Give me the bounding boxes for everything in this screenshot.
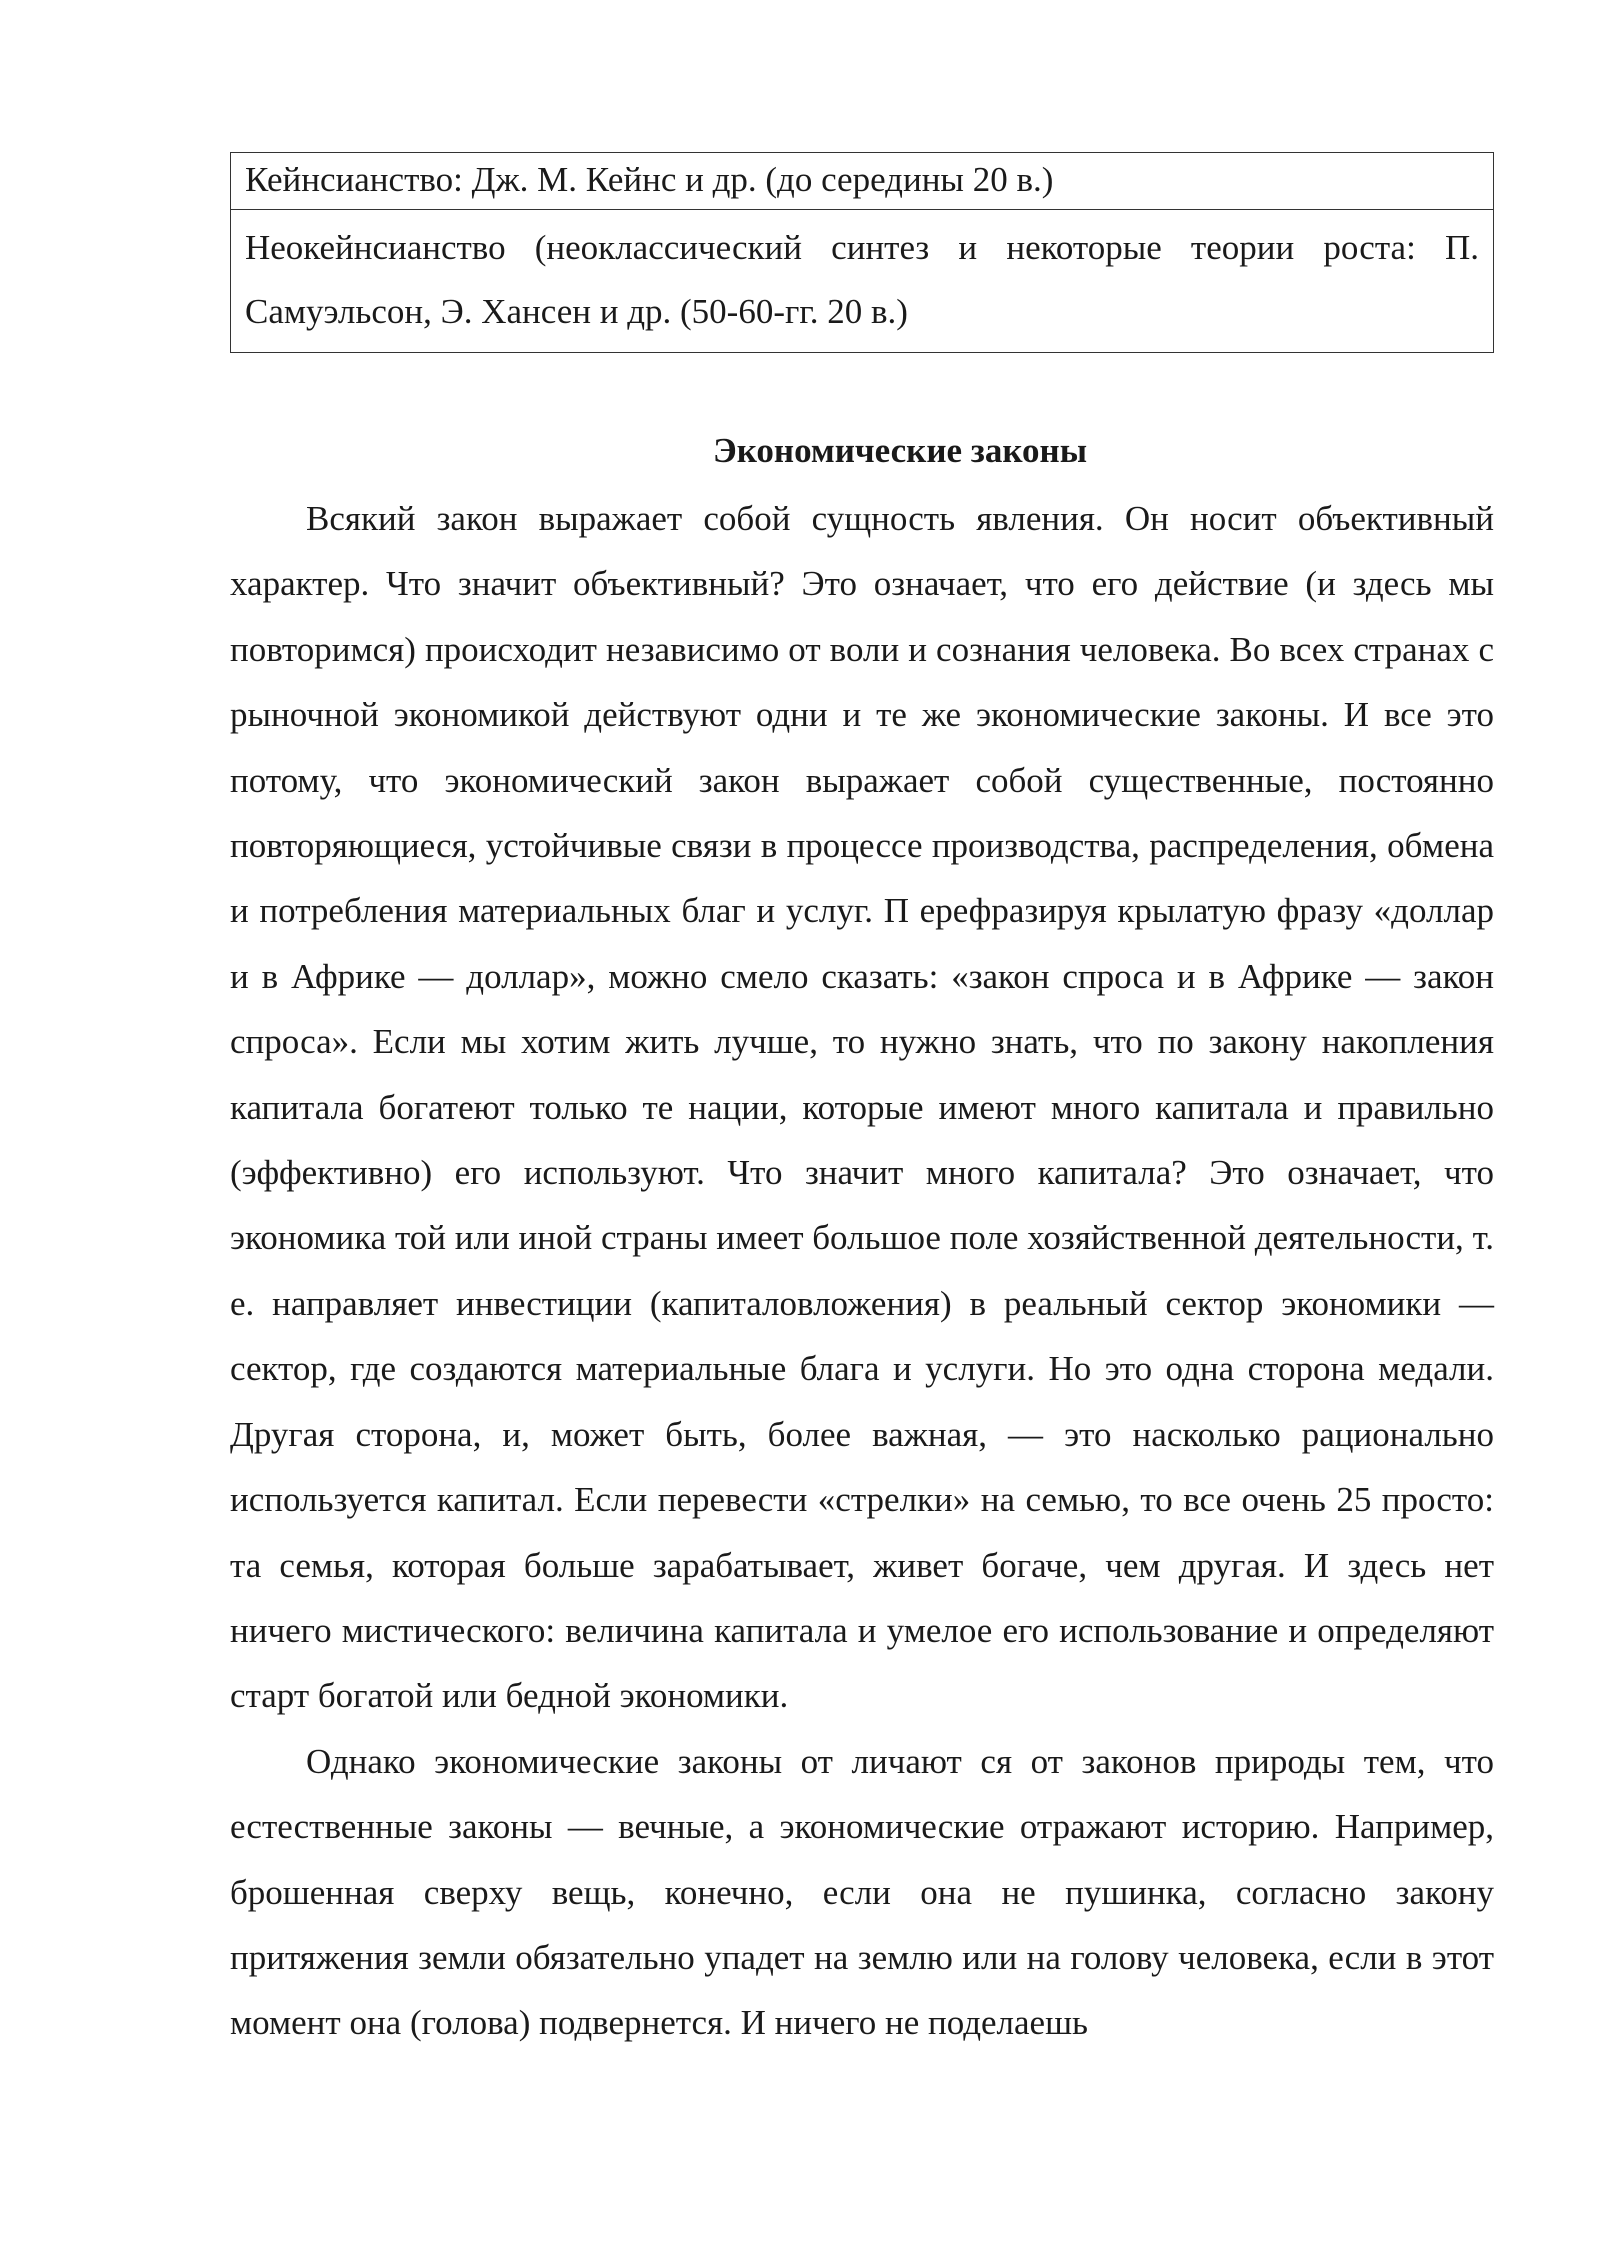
schools-table [230,152,1494,353]
table-cell-neo-keynesianism: Неокейнсианство (неоклассический синтез и некоторые теории роста: П. Самуэльсон, Э. Хансен и др. (50-60-гг. 20 в.) [231,210,1494,353]
paragraph-laws-vs-nature: Однако экономические законы от личают ся от законов природы тем, что естественные законы — вечные, а экономические отражают историю. Например, брошенная сверху вещь, конечно, если она не пушинка, согласно закону притяжения земли обязательно упадет на землю или на голову человека, если в этот момент она (голова) подвернется. И ничего не поделаешь [230,1741,1494,2043]
table-row [231,210,1494,353]
paragraph-economic-laws: Всякий закон выражает собой сущность явления. Он носит объективный характер. Что значит объективный? Это означает, что его действие (и здесь мы повторимся) происходит независимо от воли и сознания человека. Во всех странах с рыночной экономикой действуют одни и те же экономические законы. И все это потому, что экономический закон выражает собой существенные, постоянно повторяющиеся, устойчивые связи в процессе производства, распределения, обмена и потребления материальных благ и услуг. П ерефразируя крылатую фразу «доллар и в Африке — доллар», можно смело сказать: «закон спроса и в Африке — закон спроса». Если мы хотим жить лучше, то нужно знать, что по закону накопления капитала богатеют только те нации, которые имеют много капитала и правильно (эффективно) его используют. Что значит много капитала? Это означает, что экономика той или иной страны имеет большое поле хозяйственной деятельности, т. е. направляет инвестиции (капиталовложения) в реальный сектор экономики — сектор, где создаются материальные блага и услуги. Но это одна сторона медали. Другая сторона, и, может быть, более важная, — это насколько рационально используется капитал. Если перевести «стрелки» на семью, то все очень 25 просто: та семья, которая больше зарабатывает, живет богаче, чем другая. И здесь нет ничего мистического: величина капитала и умелое его использование и определяют старт богатой или бедной экономики. [230,499,1494,1716]
table-row [231,153,1494,210]
section-body [230,486,1494,2056]
section-heading: Экономические законы [712,431,1088,470]
table-cell-keynesianism: Кейнсианство: Дж. М. Кейнс и др. (до середины 20 в.) [231,153,1494,210]
